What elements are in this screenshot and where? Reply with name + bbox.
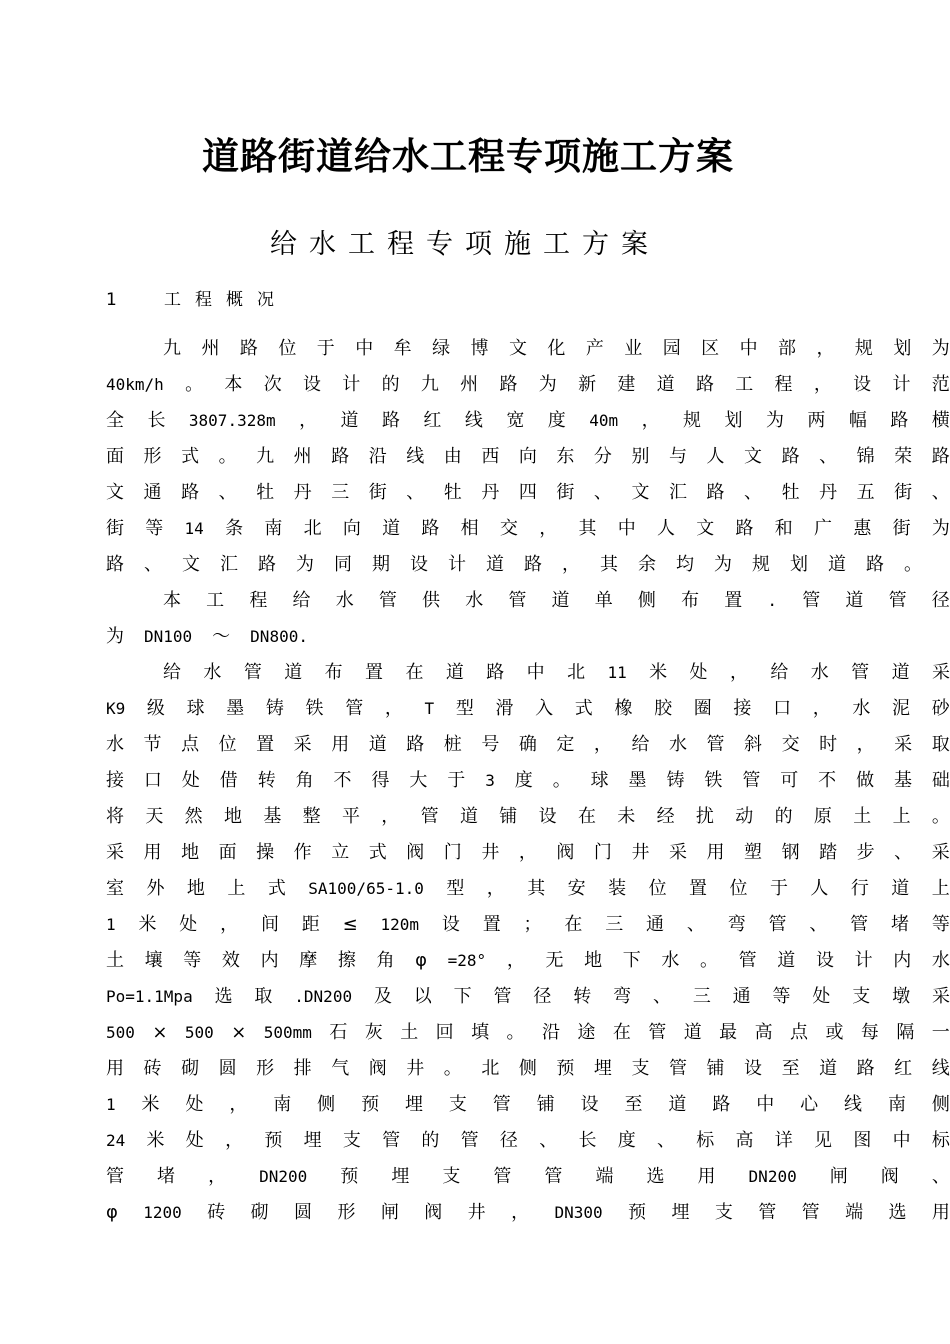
text-line: 全 长 3807.328m ， 道 路 红 线 宽 度 40m ， 规 划 为 两 幅 路 横 <box>106 410 950 431</box>
text-line: Po=1.1Mpa 选 取 .DN200 及 以 下 管 径 转 弯 、 三 通 等 处 支 墩 采 <box>106 986 950 1007</box>
text-line: 将 天 然 地 基 整 平 ， 管 道 铺 设 在 未 经 扰 动 的 原 土 上 。 <box>106 806 950 827</box>
text-line: 为 DN100 ～ DN800. <box>106 626 308 647</box>
text-line: 500 × 500 × 500mm 石 灰 土 回 填 。 沿 途 在 管 道 最 高 点 或 每 隔 一 <box>106 1022 950 1043</box>
text-line: 用 砖 砌 圆 形 排 气 阀 井 。 北 侧 预 埋 支 管 铺 设 至 道 路 红 线 <box>106 1058 950 1079</box>
text-line: 采 用 地 面 操 作 立 式 阀 门 井 ， 阀 门 井 采 用 塑 钢 踏 步 、 采 <box>106 842 950 863</box>
text-line: 1 米 处 ， 间 距 ≤ 120m 设 置 ； 在 三 通 、 弯 管 、 管 堵 等 <box>106 914 950 935</box>
document-title: 道路街道给水工程专项施工方案 <box>202 135 734 178</box>
section-title: 工程概况 <box>164 290 288 310</box>
text-line: 九 州 路 位 于 中 牟 绿 博 文 化 产 业 园 区 中 部 ， 规 划 为 <box>163 338 950 359</box>
text-line: 路 、 文 汇 路 为 同 期 设 计 道 路 ， 其 余 均 为 规 划 道 路 。 <box>106 554 922 575</box>
text-line: 室 外 地 上 式 SA100/65-1.0 型 ， 其 安 装 位 置 位 于 人 行 道 上 <box>106 878 950 899</box>
text-line: 面 形 式 。 九 州 路 沿 线 由 西 向 东 分 别 与 人 文 路 、 锦 荣 路 <box>106 446 950 467</box>
text-line: 文 通 路 、 牡 丹 三 街 、 牡 丹 四 街 、 文 汇 路 、 牡 丹 五 街 、 <box>106 482 950 503</box>
text-line: 管 堵 ， DN200 预 埋 支 管 管 端 选 用 DN200 闸 阀 、 <box>106 1166 950 1187</box>
section-heading <box>106 285 288 310</box>
text-line: 40km/h 。 本 次 设 计 的 九 州 路 为 新 建 道 路 工 程 ， 设 计 范 <box>106 374 950 395</box>
document-subtitle: 给水工程专项施工方案 <box>270 229 660 260</box>
text-line: 本 工 程 给 水 管 供 水 管 道 单 侧 布 置 . 管 道 管 径 <box>163 590 950 611</box>
text-line: 接 口 处 借 转 角 不 得 大 于 3 度 。 球 墨 铸 铁 管 可 不 做 基 础 <box>106 770 950 791</box>
text-line: 24 米 处 ， 预 埋 支 管 的 管 径 、 长 度 、 标 高 详 见 图 中 标 <box>106 1130 950 1151</box>
section-number: 1 <box>106 290 117 310</box>
text-line: 街 等 14 条 南 北 向 道 路 相 交 ， 其 中 人 文 路 和 广 惠 街 为 <box>106 518 950 539</box>
text-line: 1 米 处 ， 南 侧 预 埋 支 管 铺 设 至 道 路 中 心 线 南 侧 <box>106 1094 950 1115</box>
text-line: K9 级 球 墨 铸 铁 管 ， T 型 滑 入 式 橡 胶 圈 接 口 ， 水 泥 砂 <box>106 698 950 719</box>
text-line: φ 1200 砖 砌 圆 形 闸 阀 井 ， DN300 预 埋 支 管 管 端 选 用 <box>106 1202 950 1223</box>
text-line: 土 壤 等 效 内 摩 擦 角 φ =28° ， 无 地 下 水 。 管 道 设 计 内 水 <box>106 950 950 971</box>
text-line: 给 水 管 道 布 置 在 道 路 中 北 11 米 处 ， 给 水 管 道 采 <box>163 662 950 683</box>
text-line: 水 节 点 位 置 采 用 道 路 桩 号 确 定 ， 给 水 管 斜 交 时 ， 采 取 <box>106 734 950 755</box>
